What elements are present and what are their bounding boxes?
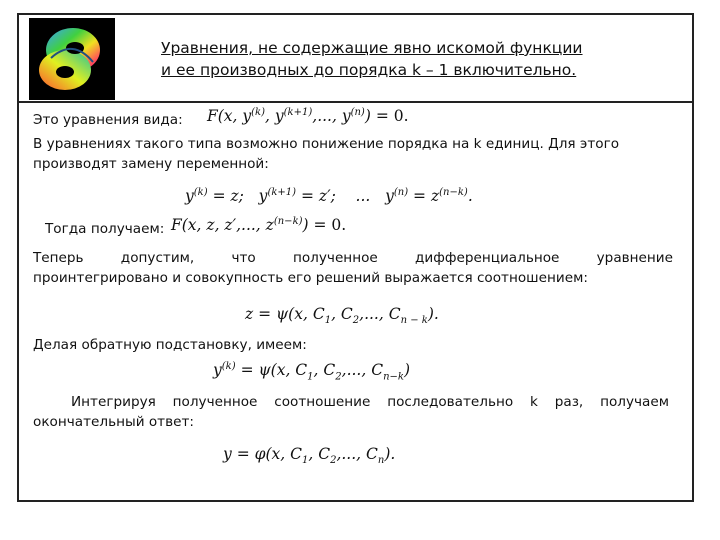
formula-final-answer: y = φ(x, $C_1$, $C_2$,..., $C_n$). [223,445,396,467]
text-reduction-1: В уравнениях такого типа возможно понижение порядка на k единиц. Для этого [33,136,620,152]
text-integrated-1: Теперь допустим, что полученное дифференциальное уравнение [33,250,673,266]
formula-substitution: $y^{(k)} = z$; $y^{(k+1)} = z'$; ... $y^{(n)} = z^{(n-k)}$. [185,187,473,206]
torus-logo [29,18,115,100]
text-reduction-2: производят замену переменной: [33,156,269,172]
slide-header [19,15,692,101]
text-back-substitution: Делая обратную подстановку, имеем: [33,337,307,353]
slide-title [161,37,641,81]
header-divider [19,101,692,103]
formula-back-substitution: $y^{(k)} = \psi(x$, $C_1$, $C_2$,..., $C_{n-k}$) [213,361,411,383]
title-line-2: и ее производных до порядка k – 1 включительно. [161,61,577,79]
title-line-1: Уравнения, не содержащие явно искомой функции [161,39,583,57]
text-intro: Это уравнения вида: [33,112,183,128]
text-integrating-1: Интегрируя полученное соотношение последовательно k раз, получаем [71,394,669,410]
text-integrated-2: проинтегрировано и совокупность его решений выражается соотношением: [33,270,588,286]
formula-equation-form: F(x, $y^{(k)}$, $y^{(k+1)}$,..., $y^{(n)}) = 0$. [207,107,409,126]
text-integrating-2: окончательный ответ: [33,414,194,430]
formula-reduced-equation: F(x, z, z′,..., $z^{(n-k)}) = 0$. [171,216,347,235]
formula-general-solution-z: z = ψ(x, $C_1$, $C_2$,..., $C_{n - k}$). [245,305,439,327]
slide-frame [17,13,694,502]
text-then-we-get: Тогда получаем: [45,221,165,237]
